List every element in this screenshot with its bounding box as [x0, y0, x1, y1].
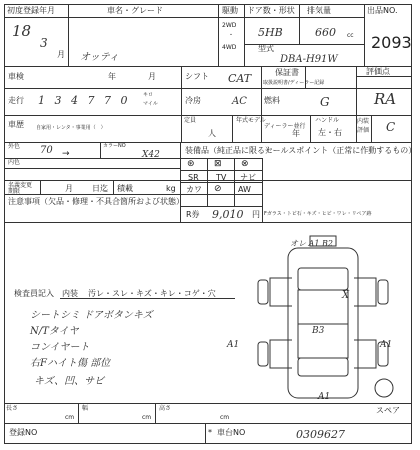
car-diagram	[250, 228, 400, 404]
hw-diagram-top: オレ A1 B2	[290, 239, 333, 248]
hw-ext-color: 70	[40, 145, 53, 156]
interior-label-2: 評価	[357, 127, 370, 134]
month-unit: 月	[57, 50, 65, 59]
hw-note-5: キズ、凹、サビ	[34, 376, 105, 387]
name-change-label: 名義変更	[8, 182, 33, 189]
height-label: 高さ	[159, 405, 172, 412]
hw-interior: C	[386, 120, 396, 134]
drive-label: 駆動	[222, 6, 238, 15]
name-change-label-2: 期限	[8, 188, 21, 195]
hw-mileage: 1 3 4 7 7 0	[38, 94, 131, 107]
spare-label: スペア	[376, 406, 400, 415]
fuel-label: 燃料	[264, 96, 280, 105]
color-no-label: カラーNO	[103, 143, 126, 149]
lot-number: 2093	[371, 33, 412, 52]
mileage-label: 走行	[8, 96, 24, 105]
hw-diagram-bottom: A1	[318, 392, 331, 402]
km-label: キロ	[143, 92, 154, 98]
hw-note-3: コンイヤート	[30, 342, 90, 353]
equip-tv: TV	[216, 173, 227, 182]
manual-label: 取扱説明書/ディーラー記録	[263, 80, 325, 86]
hw-month: 3	[40, 36, 48, 50]
shaken-year: 年	[108, 72, 116, 81]
model-label: 型式	[258, 44, 274, 53]
chassis-star: *	[208, 428, 212, 437]
cc-unit: cc	[347, 32, 354, 39]
equip-label: 装備品（純正品に限る）	[185, 146, 273, 155]
warranty-label: 保証書	[275, 68, 299, 77]
hw-shift: CAT	[228, 72, 252, 85]
hw-fuel: G	[320, 95, 330, 109]
hw-diagram-corner: X	[342, 290, 350, 301]
sales-items: Fガラス・トビ石・キズ・ヒビ・ワレ・リペア跡	[264, 211, 372, 217]
hw-diagram-center: B3	[312, 326, 325, 336]
hw-color-no: X42	[142, 150, 160, 160]
shaken-month: 月	[148, 72, 156, 81]
hw-car-name: オッティ	[80, 52, 119, 63]
hw-r-value: 9,010	[212, 208, 244, 221]
sales-label: セールスポイント（正常に作動するもの）	[265, 146, 417, 155]
ext-color-label: 外色	[8, 143, 21, 150]
year-model-label: 年式モデル	[236, 117, 266, 124]
hw-note-1: シートシミ ドアボタンキズ	[30, 310, 153, 321]
equip-navi: ナビ	[240, 173, 256, 182]
steering-icon: ⊛	[187, 159, 195, 169]
hw-diagram-right: A1	[380, 340, 393, 350]
door-label: ドア数・形状	[247, 6, 295, 15]
airbag-icon: ⊗	[241, 159, 249, 169]
hw-diagram-left: A1	[227, 340, 240, 350]
shift-label: シフト	[185, 72, 209, 81]
reg-no-label: 登録NO	[9, 428, 38, 437]
dealer-label: ディーラー並行	[264, 123, 306, 130]
inspector-options: 内装	[62, 289, 78, 298]
hw-displacement: 660	[315, 26, 336, 39]
length-cm: cm	[65, 414, 75, 421]
first-reg-label: 初度登録年月	[7, 6, 55, 15]
drive-2wd: 2WD	[222, 22, 237, 29]
inspector-label: 検査員記入	[14, 289, 54, 298]
width-label: 幅	[82, 405, 89, 412]
equip-sr: SR	[188, 173, 199, 182]
mile-label: マイル	[143, 101, 158, 107]
length-label: 長さ	[6, 405, 19, 412]
int-color-label: 内色	[8, 159, 21, 166]
hw-chassis-no: 0309627	[296, 428, 345, 441]
arrow-icon: →	[62, 149, 70, 159]
hw-note-2: N/Tタイヤ	[30, 326, 79, 337]
hw-model: DBA-H91W	[280, 54, 338, 65]
displacement-label: 排気量	[307, 6, 331, 15]
drive-4wd: 4WD	[222, 44, 237, 51]
abs-icon: ⊘	[214, 184, 222, 194]
rating-label: 評価点	[366, 67, 390, 76]
name-change-month: 月	[65, 184, 73, 193]
history-options: 自家用・レンタ・事業用（ ）	[36, 125, 106, 131]
ac-label: 冷房	[185, 96, 201, 105]
power-window-icon: ⊠	[214, 159, 222, 169]
history-label: 車歴	[8, 120, 24, 129]
hw-year: 18	[12, 22, 32, 40]
kg-label: kg	[166, 184, 176, 193]
width-cm: cm	[142, 414, 152, 421]
capacity-label: 定員	[184, 117, 197, 124]
name-change-day: 日迄	[92, 184, 108, 193]
r-unit: 円	[252, 210, 260, 219]
drive-dot: ・	[228, 32, 235, 39]
height-cm: cm	[220, 414, 230, 421]
hw-note-4: 右Fハイト傷 部位	[30, 358, 111, 369]
chassis-label: 車台NO	[217, 428, 246, 437]
load-label: 積載	[117, 184, 133, 193]
hw-rating: RA	[374, 90, 397, 108]
lot-label: 出品NO.	[367, 6, 398, 15]
inspector-options-2: 汚レ・スレ・キズ・キレ・コゲ・穴	[88, 289, 216, 298]
car-name-label: 車名・グレード	[107, 6, 163, 15]
handle-options: 左・右	[318, 128, 342, 137]
hw-ac: AC	[232, 96, 247, 107]
equip-aw: AW	[238, 185, 251, 194]
interior-label: 内装	[357, 118, 370, 125]
notes-title: 注意事項（欠品・修理・不具合箇所および状態）	[8, 197, 184, 206]
r-label: R券	[186, 210, 200, 219]
equip-leather: カワ	[186, 185, 202, 194]
shaken-label: 車検	[8, 72, 24, 81]
hw-door: 5HB	[258, 26, 283, 39]
person-unit: 人	[208, 129, 216, 138]
handle-label: ハンドル	[315, 117, 340, 124]
year-unit: 年	[292, 129, 300, 138]
